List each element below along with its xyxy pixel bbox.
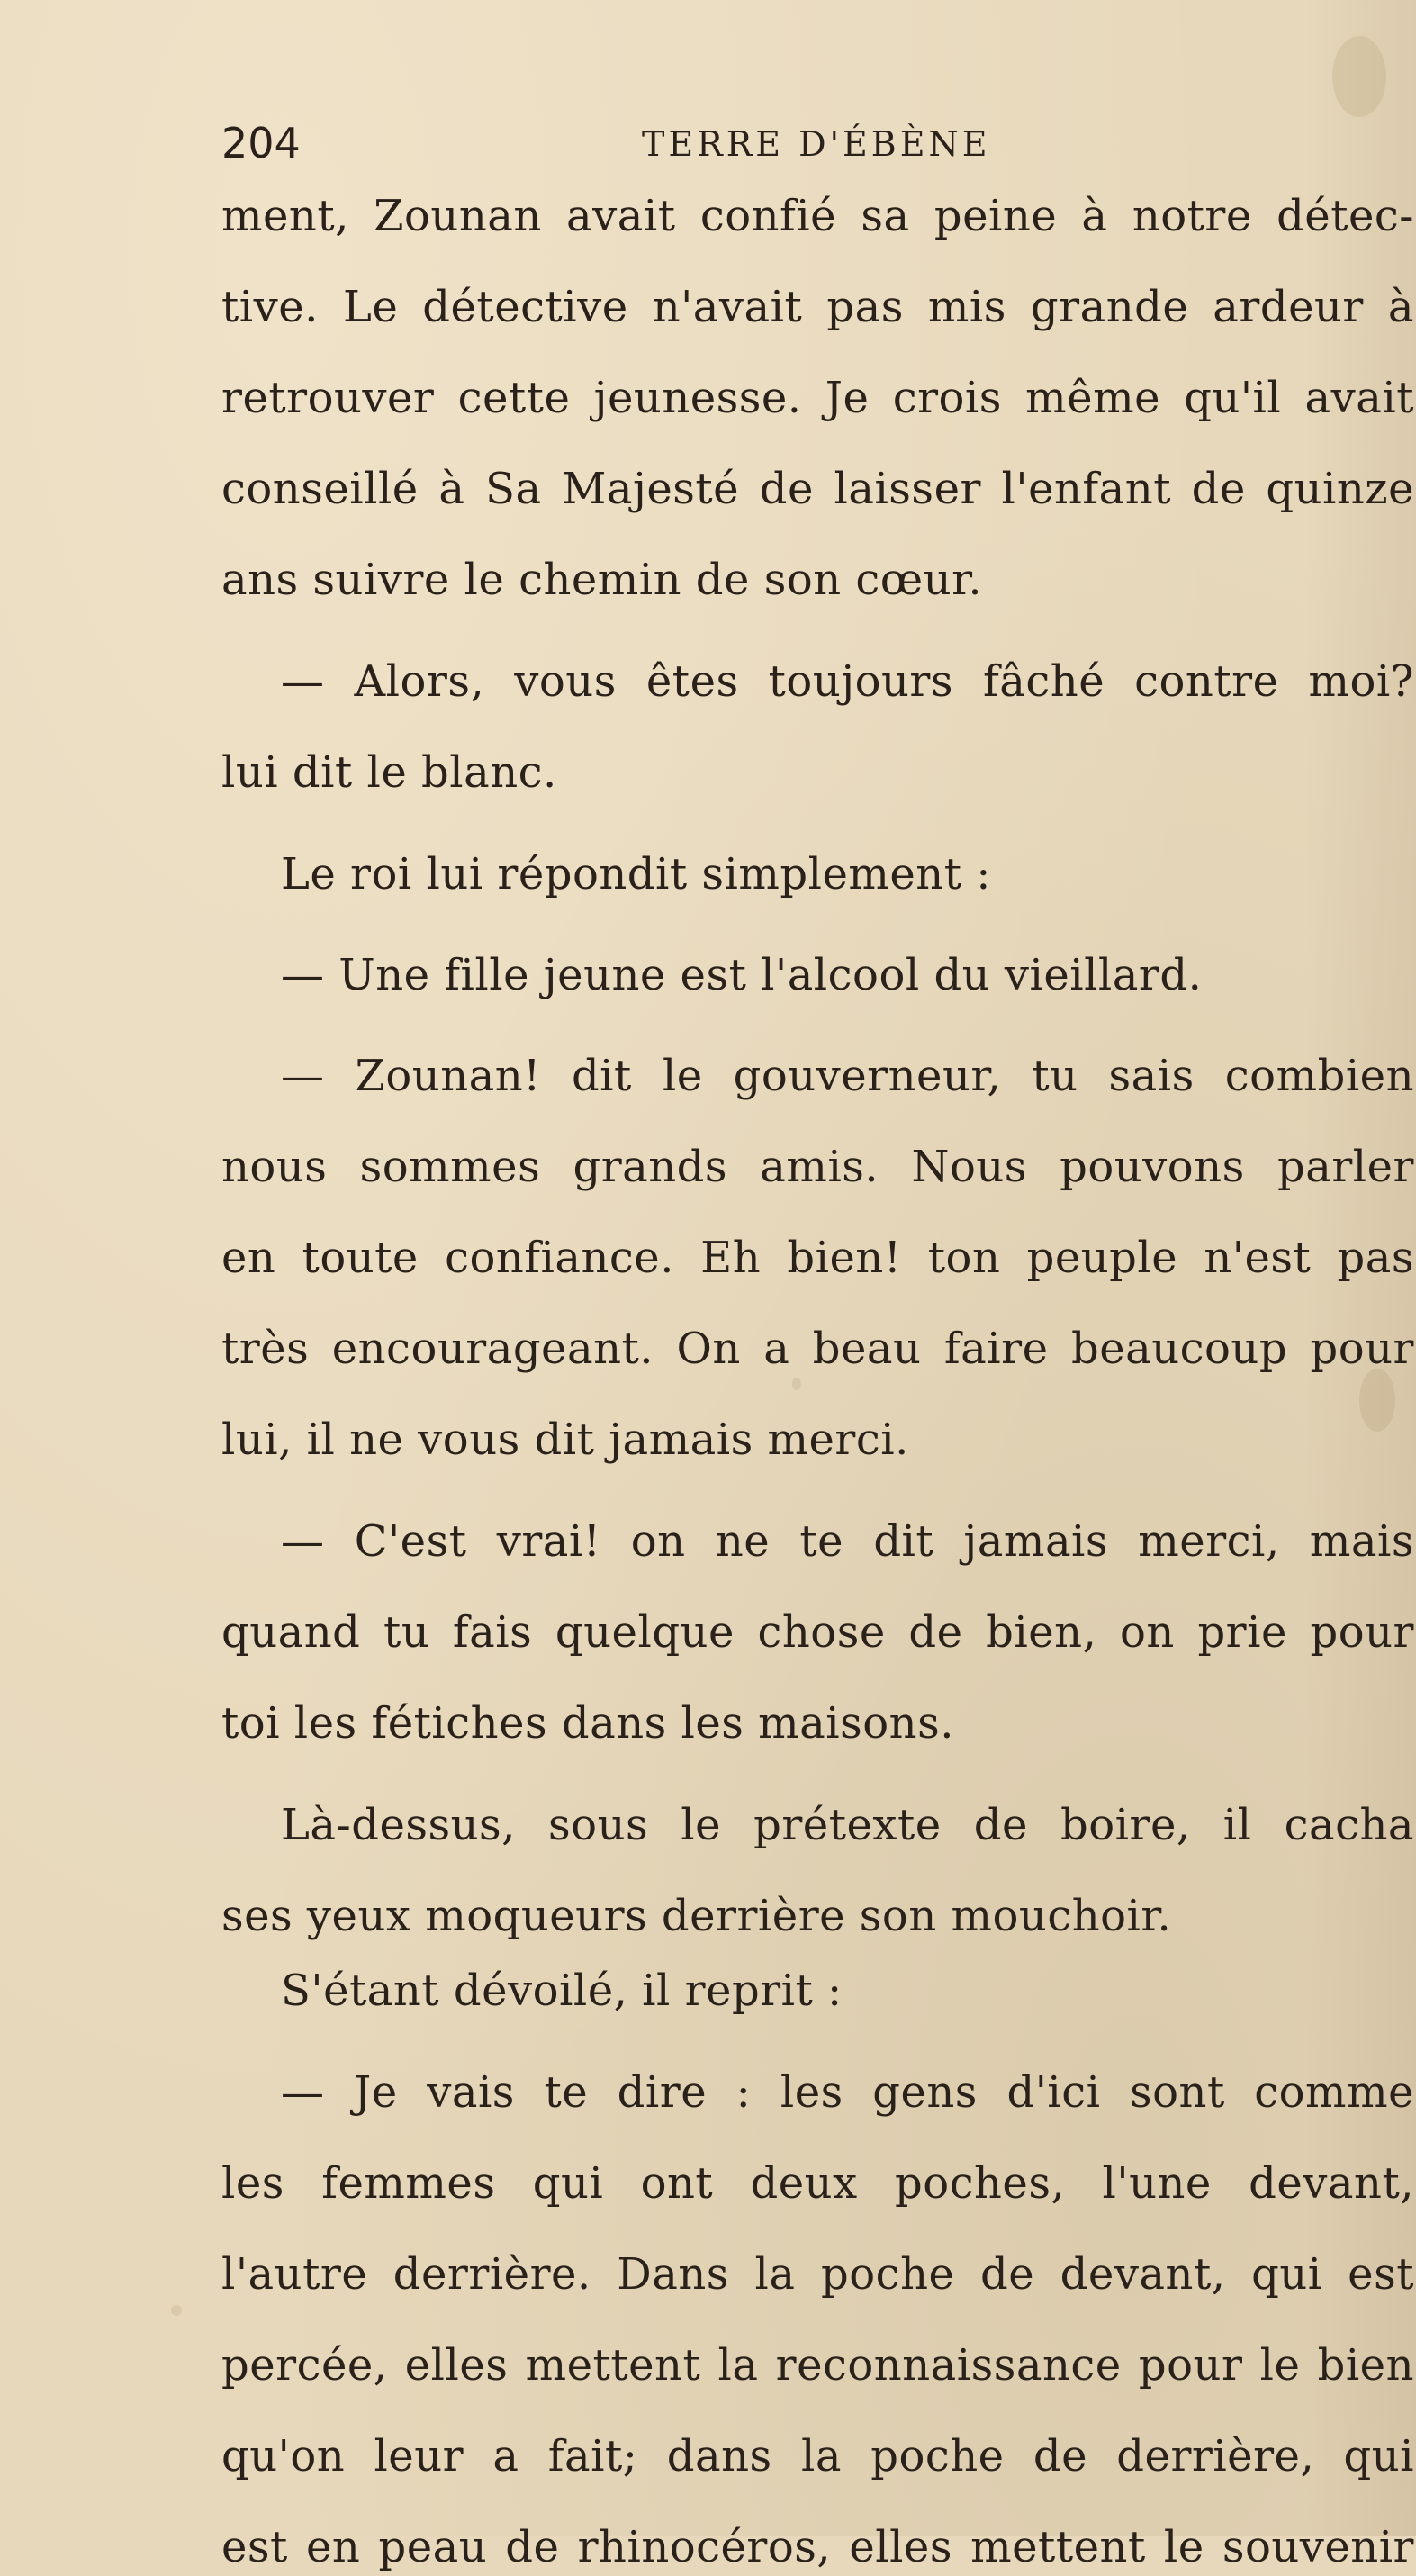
- text-line: Le roi lui répondit simplement :: [281, 849, 991, 899]
- text-line: ses yeux moqueurs derrière son mouchoir.: [221, 1891, 1172, 1941]
- text-line: ment, Zounan avait confié sa peine à notre détec-: [221, 191, 1414, 241]
- text-line: percée, elles mettent la reconnaissance pour le bien: [221, 2340, 1414, 2391]
- text-line: — Zounan! dit le gouverneur, tu sais combien: [281, 1051, 1414, 1101]
- text-line: S'étant dévoilé, il reprit :: [281, 1966, 843, 2016]
- text-line: — Je vais te dire : les gens d'ici sont comme: [281, 2067, 1414, 2118]
- text-line: les femmes qui ont deux poches, l'une devant,: [221, 2158, 1414, 2209]
- paper-stain: [171, 2305, 182, 2316]
- text-line: qu'on leur a fait; dans la poche de derrière, qui: [221, 2431, 1414, 2481]
- text-line: l'autre derrière. Dans la poche de devant, qui est: [221, 2249, 1414, 2300]
- text-line: très encourageant. On a beau faire beaucoup pour: [221, 1324, 1414, 1374]
- running-title: TERRE D'ÉBÈNE: [642, 124, 991, 164]
- text-line: toi les fétiches dans les maisons.: [221, 1698, 954, 1749]
- paper-stain: [792, 1378, 801, 1390]
- text-line: lui, il ne vous dit jamais merci.: [221, 1415, 909, 1465]
- page-header: [0, 119, 1416, 173]
- paper-stain: [1359, 1369, 1395, 1432]
- text-line: ans suivre le chemin de son cœur.: [221, 555, 983, 605]
- text-line: en toute confiance. Eh bien! ton peuple n'est pas: [221, 1233, 1414, 1283]
- text-line: est en peau de rhinocéros, elles mettent le souvenir: [221, 2522, 1414, 2572]
- text-line: conseillé à Sa Majesté de laisser l'enfant de quinze: [221, 464, 1414, 514]
- text-line: — Une fille jeune est l'alcool du vieillard.: [281, 950, 1203, 1000]
- text-line: lui dit le blanc.: [221, 747, 557, 798]
- paper-stain: [1332, 36, 1386, 117]
- text-line: quand tu fais quelque chose de bien, on prie pour: [221, 1607, 1414, 1658]
- text-line: retrouver cette jeunesse. Je crois même qu'il avait: [221, 373, 1414, 423]
- text-line: nous sommes grands amis. Nous pouvons parler: [221, 1142, 1414, 1192]
- text-line: Là-dessus, sous le prétexte de boire, il cacha: [281, 1800, 1414, 1850]
- page-number: 204: [221, 119, 301, 167]
- text-line: — Alors, vous êtes toujours fâché contre moi?: [281, 656, 1414, 707]
- text-line: — C'est vrai! on ne te dit jamais merci, mais: [281, 1516, 1414, 1567]
- text-line: tive. Le détective n'avait pas mis grande ardeur à: [221, 282, 1414, 332]
